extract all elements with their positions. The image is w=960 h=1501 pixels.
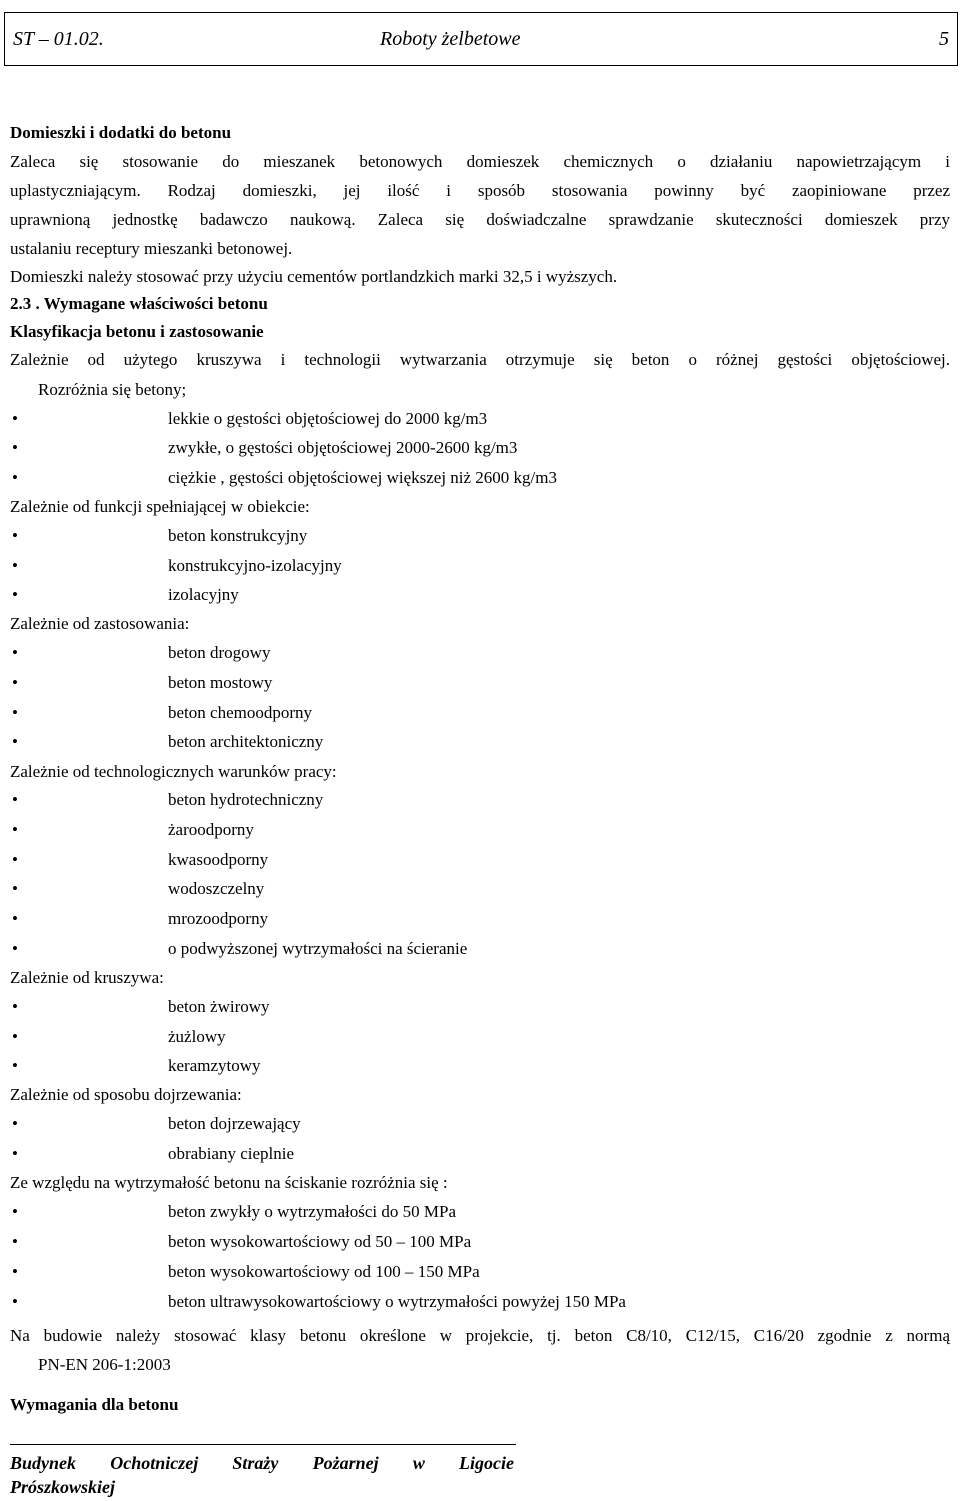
list-item: beton zwykły o wytrzymałości do 50 MPa [168, 1202, 457, 1221]
group-label: Ze względu na wytrzymałość betonu na ściskanie rozróżnia się : [10, 1173, 448, 1192]
list-item: obrabiany cieplnie [168, 1144, 295, 1163]
admixtures-text-line: Zaleca się stosowanie do mieszanek betonowych domieszek chemicznych o działaniu napowietrzającym i [10, 152, 950, 171]
bullet [12, 1262, 18, 1282]
list-item: beton wysokowartościowy od 50 – 100 MPa [168, 1232, 472, 1251]
bullet [12, 556, 18, 576]
list-item: beton hydrotechniczny [168, 790, 324, 809]
list-item: beton dojrzewający [168, 1114, 301, 1133]
list-item: mrozoodporny [168, 909, 269, 928]
page-header [4, 12, 958, 66]
admixtures-heading: Domieszki i dodatki do betonu [10, 123, 232, 142]
bullet [12, 1027, 18, 1047]
bullet [12, 643, 18, 663]
list-item: żużlowy [168, 1027, 226, 1046]
bullet [12, 1144, 18, 1164]
bullet [12, 732, 18, 752]
group-label: Zależnie od zastosowania: [10, 614, 190, 633]
list-item: wodoszczelny [168, 879, 265, 898]
classification-intro: Rozróżnia się betony; [38, 380, 187, 399]
page-footer [10, 1444, 516, 1501]
bullet [12, 673, 18, 693]
page-number: 5 [939, 28, 949, 50]
bullet [12, 526, 18, 546]
classification-subheading: Klasyfikacja betonu i zastosowanie [10, 322, 264, 341]
admixtures-text-line: uplastyczniającym. Rodzaj domieszki, jej ilość i sposób stosowania powinny być zaopiniowane przez [10, 181, 950, 200]
concrete-class-standard: PN-EN 206-1:2003 [38, 1355, 171, 1374]
bullet [12, 409, 18, 429]
section-heading: 2.3 . Wymagane właściwości betonu [10, 294, 268, 313]
group-label: Zależnie od technologicznych warunków pracy: [10, 762, 337, 781]
list-item: beton drogowy [168, 643, 271, 662]
spec-code: ST – 01.02. [13, 28, 104, 50]
list-item: żaroodporny [168, 820, 254, 839]
list-item: zwykłe, o gęstości objętościowej 2000-2600 kg/m3 [168, 438, 518, 457]
list-item: o podwyższonej wytrzymałości na ścieranie [168, 939, 468, 958]
list-item: izolacyjny [168, 585, 239, 604]
bullet [12, 1292, 18, 1312]
cement-note: Domieszki należy stosować przy użyciu cementów portlandzkich marki 32,5 i wyższych. [10, 267, 618, 286]
classification-intro: Zależnie od użytego kruszywa i technologii wytwarzania otrzymuje się beton o różnej gęstości objętościowej. [10, 350, 950, 369]
bullet [12, 1232, 18, 1252]
list-item: beton architektoniczny [168, 732, 324, 751]
bullet [12, 939, 18, 959]
requirements-heading: Wymagania dla betonu [10, 1395, 179, 1414]
group-label: Zależnie od funkcji spełniającej w obiekcie: [10, 497, 310, 516]
group-label: Zależnie od sposobu dojrzewania: [10, 1085, 242, 1104]
list-item: kwasoodporny [168, 850, 269, 869]
admixtures-text-line: uprawnioną jednostkę badawczo naukową. Zaleca się doświadczalne sprawdzanie skuteczności domieszek przy [10, 210, 950, 229]
list-item: konstrukcyjno-izolacyjny [168, 556, 342, 575]
bullet [12, 909, 18, 929]
list-item: beton chemoodporny [168, 703, 312, 722]
bullet [12, 850, 18, 870]
list-item: beton mostowy [168, 673, 273, 692]
bullet [12, 1114, 18, 1134]
list-item: beton wysokowartościowy od 100 – 150 MPa [168, 1262, 480, 1281]
admixtures-text-line: ustalaniu receptury mieszanki betonowej. [10, 239, 293, 258]
bullet [12, 468, 18, 488]
list-item: beton ultrawysokowartościowy o wytrzymałości powyżej 150 MPa [168, 1292, 626, 1311]
spec-title: Roboty żelbetowe [380, 28, 521, 50]
bullet [12, 997, 18, 1017]
bullet [12, 879, 18, 899]
list-item: keramzytowy [168, 1056, 261, 1075]
bullet [12, 438, 18, 458]
concrete-class-note: Na budowie należy stosować klasy betonu określone w projekcie, tj. beton C8/10, C12/15, C16/20 zgodnie z normą [10, 1326, 950, 1345]
bullet [12, 790, 18, 810]
group-label: Zależnie od kruszywa: [10, 968, 164, 987]
footer-project-line: Budynek Ochotniczej Straży Pożarnej w Ligocie [10, 1453, 514, 1473]
list-item: beton konstrukcyjny [168, 526, 308, 545]
bullet [12, 1202, 18, 1222]
bullet [12, 703, 18, 723]
list-item: ciężkie , gęstości objętościowej większej niż 2600 kg/m3 [168, 468, 558, 487]
bullet [12, 1056, 18, 1076]
footer-project-line: Prószkowskiej [10, 1477, 116, 1497]
bullet [12, 585, 18, 605]
list-item: lekkie o gęstości objętościowej do 2000 kg/m3 [168, 409, 488, 428]
list-item: beton żwirowy [168, 997, 270, 1016]
bullet [12, 820, 18, 840]
